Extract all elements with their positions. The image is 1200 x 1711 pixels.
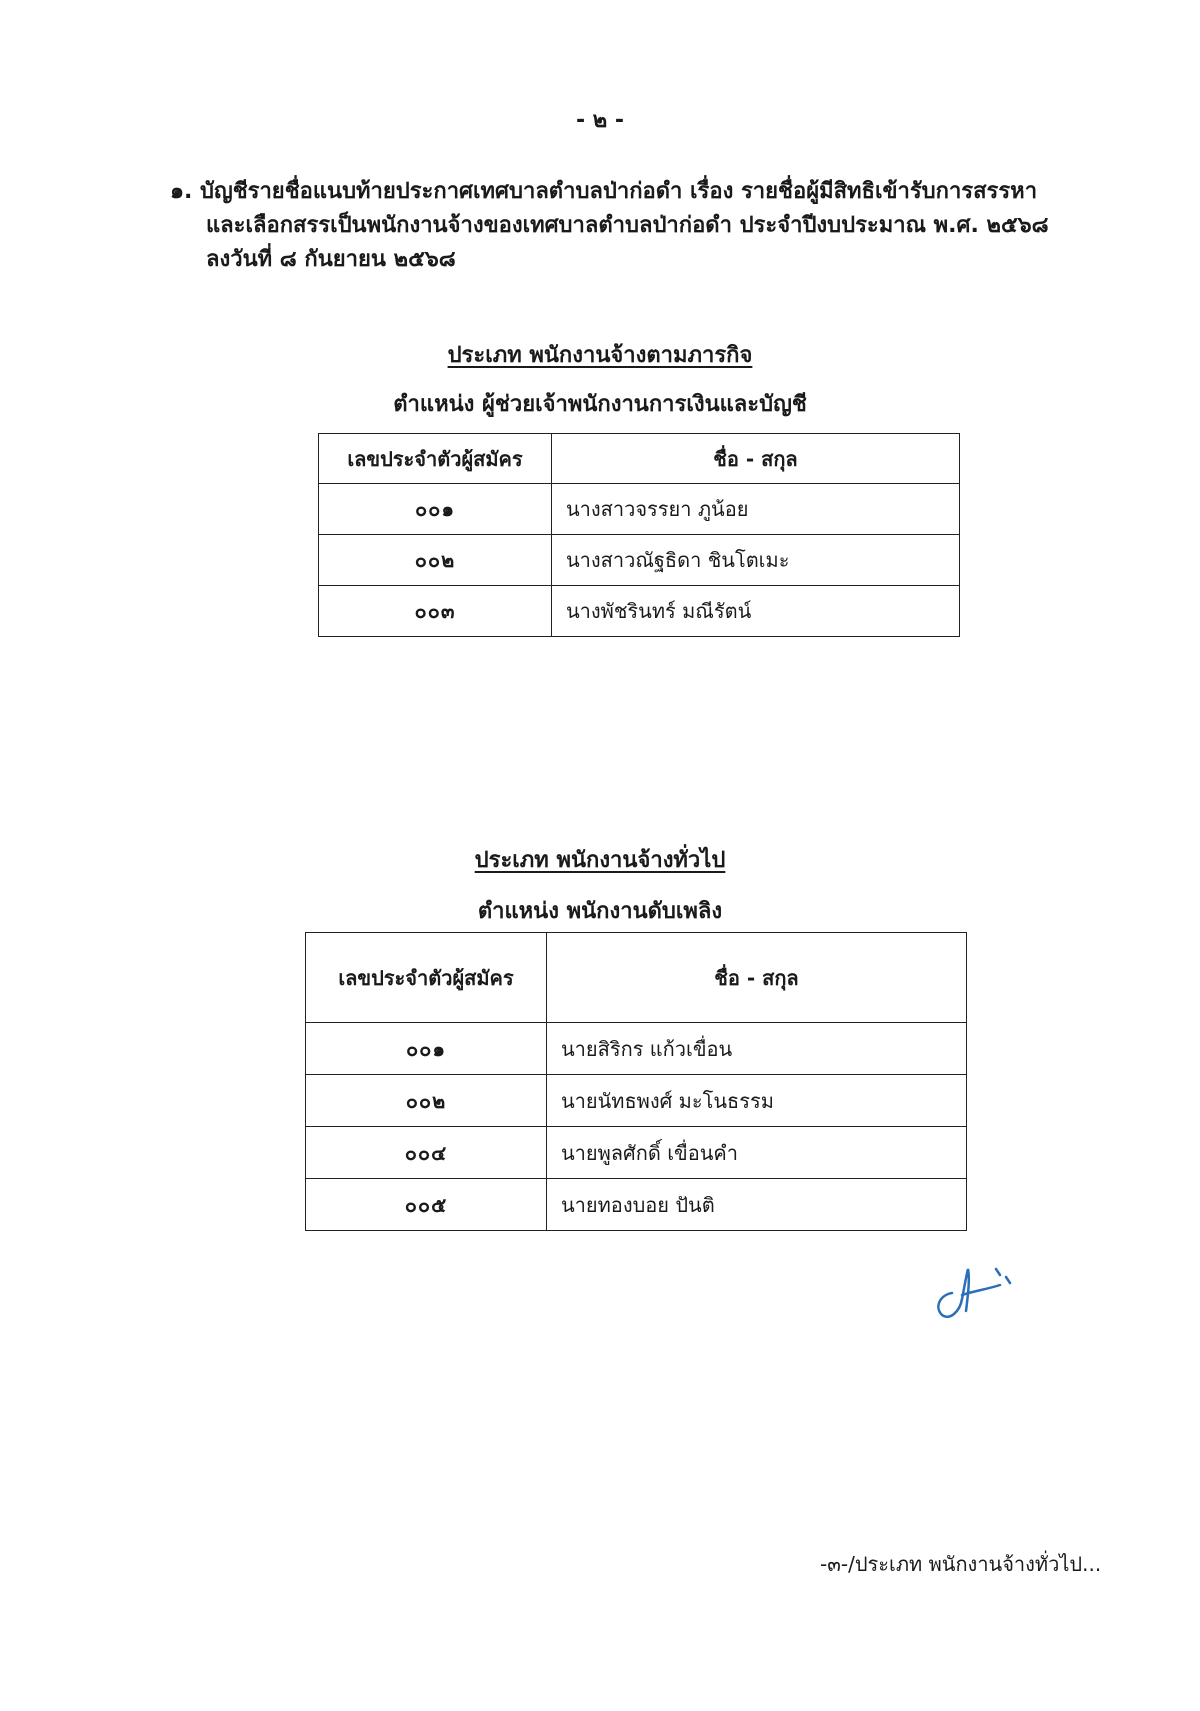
intro-line-1: บัญชีรายชื่อแนบท้ายประกาศเทศบาลตำบลป่าก่อดำ เรื่อง รายชื่อผู้มีสิทธิเข้ารับการสรรหา <box>200 179 1038 204</box>
applicant-name: นายพูลศักดิ์ เขื่อนคำ <box>547 1127 967 1179</box>
table-row <box>319 535 960 586</box>
section-2-table <box>305 932 967 1231</box>
applicant-id: ๐๐๒ <box>319 535 552 586</box>
applicant-name: นางสาวจรรยา ภูน้อย <box>552 484 960 535</box>
applicant-id: ๐๐๑ <box>319 484 552 535</box>
intro-line-2: และเลือกสรรเป็นพนักงานจ้างของเทศบาลตำบลป่าก่อดำ ประจำปีงบประมาณ พ.ศ. ๒๕๖๘ <box>206 213 1049 238</box>
header-applicant-id: เลขประจำตัวผู้สมัคร <box>319 434 552 484</box>
intro-item-number: ๑. <box>170 179 193 204</box>
section-2-type <box>0 842 1200 877</box>
applicant-id: ๐๐๕ <box>306 1179 547 1231</box>
applicant-name: นายทองบอย ปันติ <box>547 1179 967 1231</box>
applicant-id: ๐๐๑ <box>306 1023 547 1075</box>
applicant-name: นางพัชรินทร์ มณีรัตน์ <box>552 586 960 637</box>
signature <box>930 1255 1020 1325</box>
page-number: - ๒ - <box>575 108 625 133</box>
applicant-name: นายนัทธพงศ์ มะโนธรรม <box>547 1075 967 1127</box>
header-full-name: ชื่อ - สกุล <box>547 933 967 1023</box>
table-row <box>306 1023 967 1075</box>
section-1-type <box>0 337 1200 372</box>
applicant-name: นางสาวณัฐธิดา ชินโตเมะ <box>552 535 960 586</box>
applicant-name: นายสิริกร แก้วเขื่อน <box>547 1023 967 1075</box>
table-header-row <box>319 434 960 484</box>
applicant-id: ๐๐๒ <box>306 1075 547 1127</box>
section-1-type-text: ประเภท พนักงานจ้างตามภารกิจ <box>447 343 753 368</box>
section-1-table <box>318 433 960 637</box>
intro-line-3: ลงวันที่ ๘ กันยายน ๒๕๖๘ <box>206 247 456 272</box>
intro-paragraph <box>170 175 1130 277</box>
applicant-id: ๐๐๔ <box>306 1127 547 1179</box>
applicant-id: ๐๐๓ <box>319 586 552 637</box>
section-2-position: ตำแหน่ง พนักงานดับเพลิง <box>477 899 723 924</box>
section-1-position: ตำแหน่ง ผู้ช่วยเจ้าพนักงานการเงินและบัญชี <box>393 392 807 417</box>
header-applicant-id: เลขประจำตัวผู้สมัคร <box>306 933 547 1023</box>
table-header-row <box>306 933 967 1023</box>
table-row <box>306 1179 967 1231</box>
continuation-note: -๓-/ประเภท พนักงานจ้างทั่วไป... <box>820 1552 1102 1576</box>
table-row <box>306 1075 967 1127</box>
table-row <box>319 484 960 535</box>
table-row <box>306 1127 967 1179</box>
header-full-name: ชื่อ - สกุล <box>552 434 960 484</box>
table-row <box>319 586 960 637</box>
section-2-type-text: ประเภท พนักงานจ้างทั่วไป <box>474 848 726 873</box>
